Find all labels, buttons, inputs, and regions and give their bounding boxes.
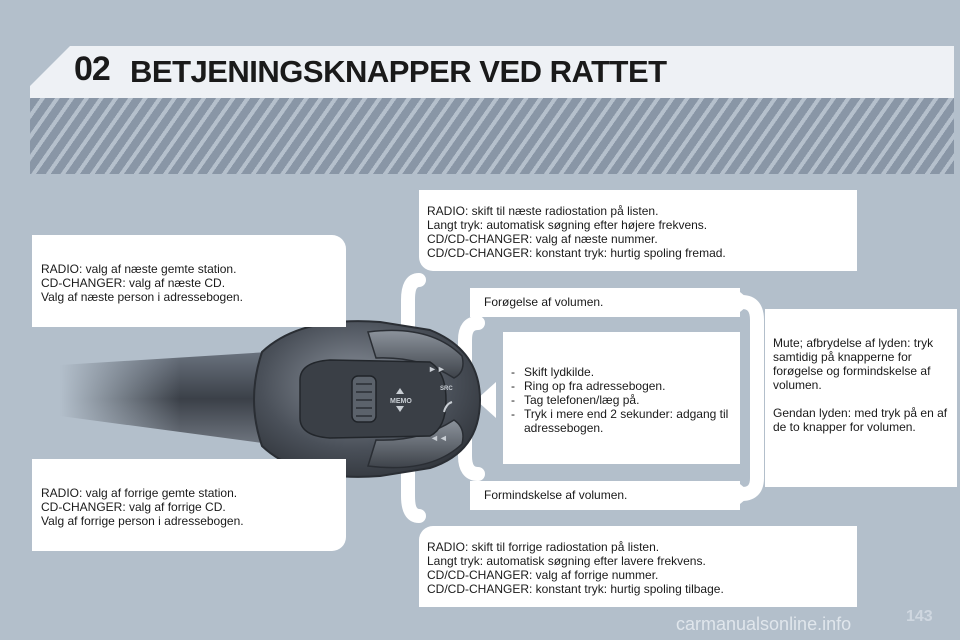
back-symbol: ◄◄ bbox=[430, 433, 448, 443]
callout-line: Langt tryk: automatisk søgning efter lavere frekvens. bbox=[427, 554, 706, 568]
list-item-text: Skift lydkilde. bbox=[524, 365, 595, 379]
callout-volume-down bbox=[470, 481, 740, 510]
list-item: - Tryk i mere end 2 sekunder: adgang til adressebogen. bbox=[511, 407, 729, 435]
callout-line: CD/CD-CHANGER: konstant tryk: hurtig spoling fremad. bbox=[427, 246, 726, 260]
callout-line: CD-CHANGER: valg af næste CD. bbox=[41, 276, 226, 290]
callout-line: Forøgelse af volumen. bbox=[484, 295, 604, 309]
watermark: carmanualsonline.info bbox=[676, 614, 852, 634]
callout-next-station bbox=[32, 235, 346, 327]
callout-line: RADIO: valg af forrige gemte station. bbox=[41, 486, 238, 500]
callout-line: Valg af næste person i adressebogen. bbox=[41, 290, 243, 304]
list-item-text: Tag telefonen/læg på. bbox=[524, 393, 640, 407]
callout-previous-radiostation bbox=[419, 526, 857, 607]
chapter-number: 02 bbox=[74, 50, 110, 88]
callout-line: CD/CD-CHANGER: valg af forrige nummer. bbox=[427, 568, 659, 582]
callout-source-phone bbox=[503, 332, 740, 464]
callout-line: CD-CHANGER: valg af forrige CD. bbox=[41, 500, 226, 514]
callout-line: Valg af forrige person i adressebogen. bbox=[41, 514, 244, 528]
src-label: SRC bbox=[440, 386, 453, 392]
page-number: 143 bbox=[906, 608, 933, 625]
list-item-text: Ring op fra adressebogen. bbox=[524, 379, 666, 393]
callout-volume-up bbox=[470, 288, 740, 317]
memo-label: MEMO bbox=[390, 398, 412, 405]
callout-line: RADIO: skift til forrige radiostation på listen. bbox=[427, 540, 660, 554]
page-title: BETJENINGSKNAPPER VED RATTET bbox=[130, 54, 667, 89]
callout-line: RADIO: skift til næste radiostation på listen. bbox=[427, 204, 659, 218]
list-item: - Ring op fra adressebogen. bbox=[511, 379, 666, 393]
callout-line: Formindskelse af volumen. bbox=[484, 488, 628, 502]
list-item: - Skift lydkilde. bbox=[511, 365, 595, 379]
callout-line: Mute; afbrydelse af lyden: tryk samtidig på knapperne for forøgelse og formindskelse af volumen. bbox=[773, 336, 934, 392]
list-item: - Tag telefonen/læg på. bbox=[511, 393, 640, 407]
forward-symbol: ►► bbox=[428, 364, 446, 374]
callout-line: RADIO: valg af næste gemte station. bbox=[41, 262, 237, 276]
callout-line: Langt tryk: automatisk søgning efter højere frekvens. bbox=[427, 218, 708, 232]
callout-mute bbox=[765, 309, 957, 487]
callout-previous-station bbox=[32, 459, 346, 551]
callout-line: CD/CD-CHANGER: konstant tryk: hurtig spoling tilbage. bbox=[427, 582, 724, 596]
callout-next-radiostation bbox=[419, 190, 857, 271]
callout-line: Gendan lyden: med tryk på en af de to knapper for volumen. bbox=[773, 406, 948, 434]
callout-line: CD/CD-CHANGER: valg af næste nummer. bbox=[427, 232, 658, 246]
list-item-text: Tryk i mere end 2 sekunder: adgang til adressebogen. bbox=[524, 407, 729, 435]
callout-list bbox=[511, 365, 730, 435]
